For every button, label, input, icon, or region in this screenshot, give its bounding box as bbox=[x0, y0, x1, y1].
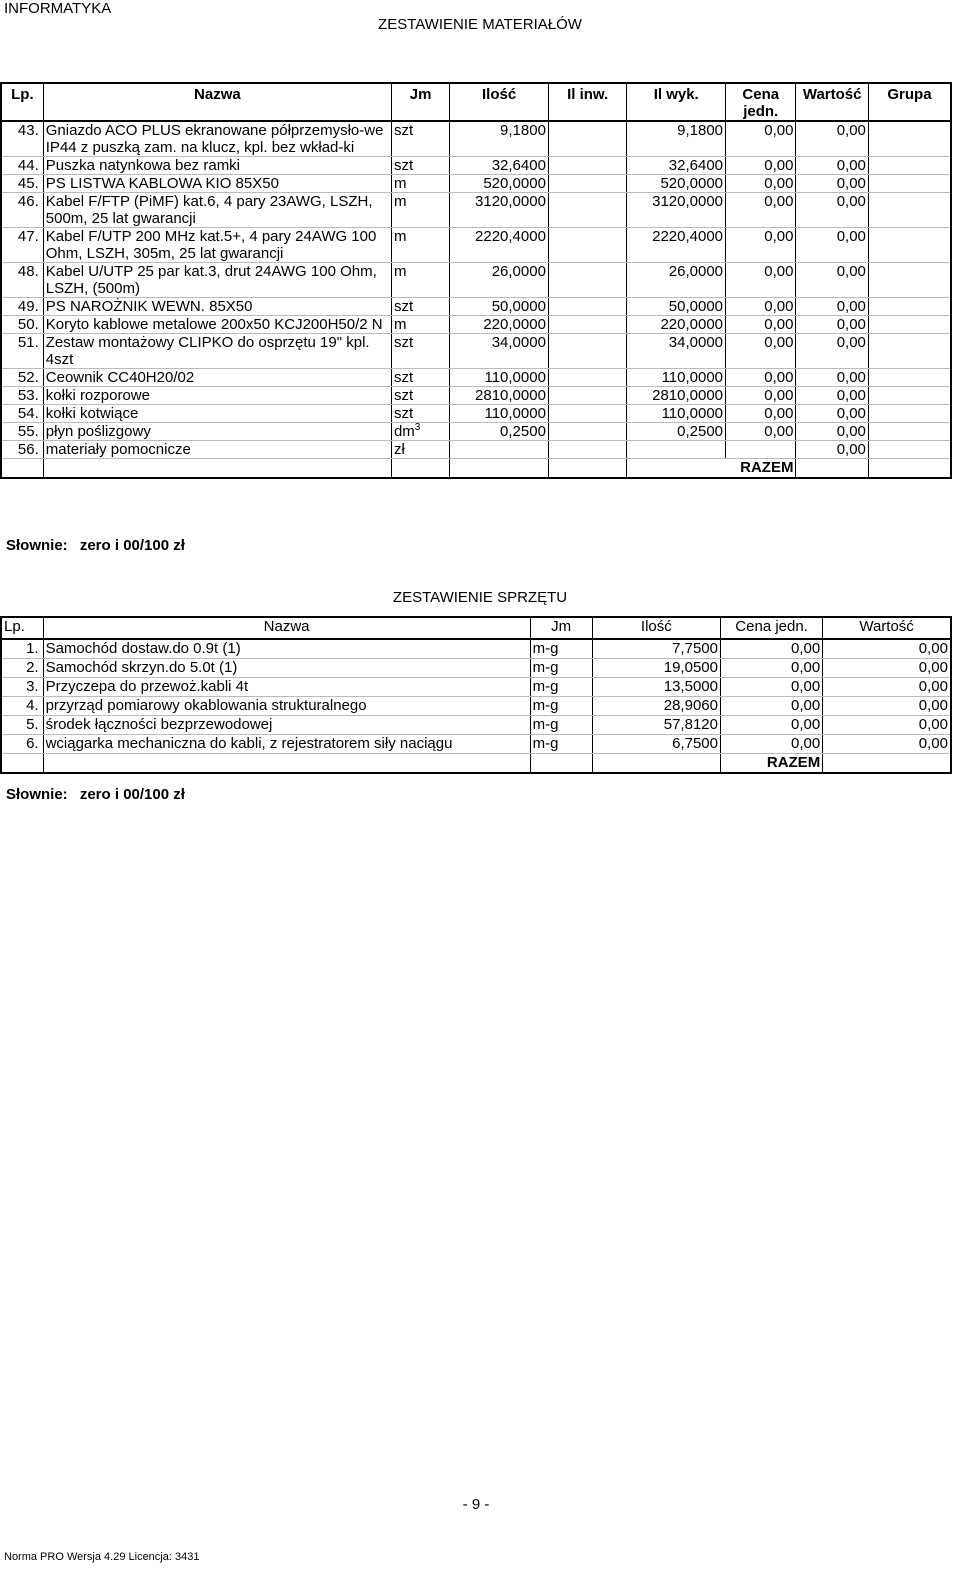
cell-wartosc: 0,00 bbox=[796, 157, 868, 175]
cell-grupa bbox=[868, 316, 951, 334]
table-row bbox=[1, 423, 951, 441]
cell-wyk: 9,1800 bbox=[627, 121, 726, 157]
cell-ilosc: 0,2500 bbox=[450, 423, 549, 441]
cell-jm: m-g bbox=[530, 639, 592, 659]
cell-grupa bbox=[868, 228, 951, 263]
cell-lp: 47. bbox=[1, 228, 43, 263]
table-row bbox=[1, 678, 951, 697]
cell-ilosc: 19,0500 bbox=[592, 659, 720, 678]
cell-lp: 6. bbox=[1, 735, 43, 754]
cell-lp: 44. bbox=[1, 157, 43, 175]
cell-wartosc: 0,00 bbox=[796, 334, 868, 369]
cell-jm: szt bbox=[391, 157, 449, 175]
cell-wyk: 110,0000 bbox=[627, 405, 726, 423]
cell-wartosc: 0,00 bbox=[796, 263, 868, 298]
cell-name: Kabel F/UTP 200 MHz kat.5+, 4 pary 24AWG 100 Ohm, LSZH, 305m, 25 lat gwarancji bbox=[43, 228, 391, 263]
materials-total-label: RAZEM bbox=[740, 459, 794, 476]
slownie-label: Słownie: bbox=[6, 786, 68, 803]
cell-name: Puszka natynkowa bez ramki bbox=[43, 157, 391, 175]
table-row bbox=[1, 316, 951, 334]
table-row bbox=[1, 193, 951, 228]
page-number: - 9 - bbox=[462, 1496, 490, 1513]
cell-inw bbox=[548, 193, 626, 228]
table-row bbox=[1, 157, 951, 175]
cell-ilosc: 13,5000 bbox=[592, 678, 720, 697]
cell-jm: szt bbox=[391, 298, 449, 316]
cell-wartosc: 0,00 bbox=[823, 639, 951, 659]
cell-wyk: 2810,0000 bbox=[627, 387, 726, 405]
cell-name: Przyczepa do przewoż.kabli 4t bbox=[43, 678, 530, 697]
materials-title: ZESTAWIENIE MATERIAŁÓW bbox=[378, 16, 582, 33]
cell-cena: 0,00 bbox=[726, 387, 796, 405]
cell-inw bbox=[548, 121, 626, 157]
cell-cena: 0,00 bbox=[726, 193, 796, 228]
cell-name: płyn poślizgowy bbox=[43, 423, 391, 441]
cell-wartosc: 0,00 bbox=[796, 228, 868, 263]
eq-col-name: Nazwa bbox=[43, 617, 530, 639]
col-inw: Il inw. bbox=[548, 83, 626, 121]
cell-inw bbox=[548, 441, 626, 459]
cell-name: przyrząd pomiarowy okablowania strukturalnego bbox=[43, 697, 530, 716]
col-jm: Jm bbox=[391, 83, 449, 121]
eq-col-lp: Lp. bbox=[1, 617, 43, 639]
cell-jm: szt bbox=[391, 387, 449, 405]
cell-lp: 4. bbox=[1, 697, 43, 716]
cell-name: środek łączności bezprzewodowej bbox=[43, 716, 530, 735]
cell-inw bbox=[548, 405, 626, 423]
cell-lp: 50. bbox=[1, 316, 43, 334]
cell-wartosc: 0,00 bbox=[823, 735, 951, 754]
cell-name: Zestaw montażowy CLIPKO do osprzętu 19" kpl. 4szt bbox=[43, 334, 391, 369]
cell-lp: 56. bbox=[1, 441, 43, 459]
cell-inw bbox=[548, 387, 626, 405]
cell-inw bbox=[548, 369, 626, 387]
cell-cena: 0,00 bbox=[720, 697, 822, 716]
cell-lp: 49. bbox=[1, 298, 43, 316]
table-row bbox=[1, 369, 951, 387]
equipment-total-row bbox=[1, 754, 951, 774]
cell-jm: m-g bbox=[530, 735, 592, 754]
col-name: Nazwa bbox=[43, 83, 391, 121]
cell-cena: 0,00 bbox=[726, 369, 796, 387]
cell-ilosc: 110,0000 bbox=[450, 405, 549, 423]
cell-lp: 2. bbox=[1, 659, 43, 678]
cell-grupa bbox=[868, 157, 951, 175]
table-row bbox=[1, 639, 951, 659]
cell-ilosc: 9,1800 bbox=[450, 121, 549, 157]
cell-name: PS NAROŻNIK WEWN. 85X50 bbox=[43, 298, 391, 316]
cell-ilosc: 520,0000 bbox=[450, 175, 549, 193]
cell-inw bbox=[548, 263, 626, 298]
cell-jm: szt bbox=[391, 405, 449, 423]
table-row bbox=[1, 405, 951, 423]
slownie-value: zero i 00/100 zł bbox=[79, 537, 185, 554]
cell-inw bbox=[548, 298, 626, 316]
cell-lp: 46. bbox=[1, 193, 43, 228]
cell-wyk: 110,0000 bbox=[627, 369, 726, 387]
cell-wyk: 3120,0000 bbox=[627, 193, 726, 228]
table-row bbox=[1, 121, 951, 157]
cell-lp: 45. bbox=[1, 175, 43, 193]
cell-cena: 0,00 bbox=[720, 639, 822, 659]
unit-superscript: 3 bbox=[414, 422, 421, 433]
col-cena: Cena jedn. bbox=[726, 83, 796, 121]
cell-name: Kabel F/FTP (PiMF) kat.6, 4 pary 23AWG, LSZH, 500m, 25 lat gwarancji bbox=[43, 193, 391, 228]
cell-ilosc: 28,9060 bbox=[592, 697, 720, 716]
eq-col-wartosc: Wartość bbox=[823, 617, 951, 639]
cell-grupa bbox=[868, 441, 951, 459]
cell-wartosc: 0,00 bbox=[823, 678, 951, 697]
cell-cena: 0,00 bbox=[726, 121, 796, 157]
cell-ilosc: 2810,0000 bbox=[450, 387, 549, 405]
cell-ilosc bbox=[450, 441, 549, 459]
cell-lp: 1. bbox=[1, 639, 43, 659]
table-row bbox=[1, 175, 951, 193]
footer-license: Norma PRO Wersja 4.29 Licencja: 3431 bbox=[4, 1551, 200, 1563]
cell-inw bbox=[548, 423, 626, 441]
cell-inw bbox=[548, 316, 626, 334]
cell-jm: m bbox=[391, 316, 449, 334]
cell-name: kołki kotwiące bbox=[43, 405, 391, 423]
cell-grupa bbox=[868, 405, 951, 423]
cell-ilosc: 34,0000 bbox=[450, 334, 549, 369]
equipment-slownie bbox=[6, 786, 185, 803]
cell-wartosc: 0,00 bbox=[796, 175, 868, 193]
table-row bbox=[1, 387, 951, 405]
eq-col-ilosc: Ilość bbox=[592, 617, 720, 639]
cell-inw bbox=[548, 175, 626, 193]
cell-wartosc: 0,00 bbox=[796, 405, 868, 423]
cell-lp: 53. bbox=[1, 387, 43, 405]
cell-jm: m-g bbox=[530, 716, 592, 735]
cell-jm: m-g bbox=[530, 697, 592, 716]
table-row bbox=[1, 735, 951, 754]
cell-lp: 3. bbox=[1, 678, 43, 697]
materials-total-row bbox=[1, 459, 951, 479]
cell-ilosc: 32,6400 bbox=[450, 157, 549, 175]
cell-grupa bbox=[868, 175, 951, 193]
equipment-header-row bbox=[1, 617, 951, 639]
cell-cena: 0,00 bbox=[726, 263, 796, 298]
table-row bbox=[1, 697, 951, 716]
cell-cena: 0,00 bbox=[726, 298, 796, 316]
cell-jm: m bbox=[391, 263, 449, 298]
cell-ilosc: 3120,0000 bbox=[450, 193, 549, 228]
cell-wartosc: 0,00 bbox=[796, 423, 868, 441]
cell-wyk: 2220,4000 bbox=[627, 228, 726, 263]
cell-cena: 0,00 bbox=[726, 334, 796, 369]
cell-wartosc: 0,00 bbox=[796, 387, 868, 405]
cell-lp: 54. bbox=[1, 405, 43, 423]
cell-wyk bbox=[627, 441, 726, 459]
cell-cena: 0,00 bbox=[726, 316, 796, 334]
cell-inw bbox=[548, 334, 626, 369]
cell-wartosc: 0,00 bbox=[796, 298, 868, 316]
cell-ilosc: 6,7500 bbox=[592, 735, 720, 754]
cell-jm: m-g bbox=[530, 659, 592, 678]
slownie-value: zero i 00/100 zł bbox=[79, 786, 185, 803]
cell-wartosc: 0,00 bbox=[796, 441, 868, 459]
cell-name: PS LISTWA KABLOWA KIO 85X50 bbox=[43, 175, 391, 193]
cell-cena: 0,00 bbox=[726, 175, 796, 193]
cell-cena: 0,00 bbox=[720, 678, 822, 697]
cell-grupa bbox=[868, 263, 951, 298]
cell-wyk: 34,0000 bbox=[627, 334, 726, 369]
col-grupa: Grupa bbox=[868, 83, 951, 121]
cell-grupa bbox=[868, 334, 951, 369]
col-wartosc: Wartość bbox=[796, 83, 868, 121]
cell-inw bbox=[548, 228, 626, 263]
cell-jm: szt bbox=[391, 334, 449, 369]
table-row bbox=[1, 334, 951, 369]
table-row bbox=[1, 298, 951, 316]
table-row bbox=[1, 716, 951, 735]
materials-slownie bbox=[6, 537, 185, 554]
cell-wartosc: 0,00 bbox=[796, 193, 868, 228]
cell-jm: zł bbox=[391, 441, 449, 459]
cell-inw bbox=[548, 157, 626, 175]
cell-lp: 48. bbox=[1, 263, 43, 298]
cell-cena: 0,00 bbox=[720, 735, 822, 754]
cell-grupa bbox=[868, 369, 951, 387]
cell-ilosc: 57,8120 bbox=[592, 716, 720, 735]
eq-col-cena: Cena jedn. bbox=[720, 617, 822, 639]
cell-wartosc: 0,00 bbox=[823, 659, 951, 678]
cell-lp: 55. bbox=[1, 423, 43, 441]
cell-jm: m bbox=[391, 193, 449, 228]
col-lp: Lp. bbox=[1, 83, 43, 121]
equipment-title: ZESTAWIENIE SPRZĘTU bbox=[392, 589, 568, 606]
cell-wyk: 32,6400 bbox=[627, 157, 726, 175]
eq-col-jm: Jm bbox=[530, 617, 592, 639]
cell-ilosc: 7,7500 bbox=[592, 639, 720, 659]
cell-ilosc: 26,0000 bbox=[450, 263, 549, 298]
cell-wartosc: 0,00 bbox=[823, 697, 951, 716]
cell-cena bbox=[726, 441, 796, 459]
materials-header-row bbox=[1, 83, 951, 121]
cell-name: Samochód dostaw.do 0.9t (1) bbox=[43, 639, 530, 659]
cell-lp: 5. bbox=[1, 716, 43, 735]
cell-ilosc: 220,0000 bbox=[450, 316, 549, 334]
cell-jm: m bbox=[391, 228, 449, 263]
cell-wyk: 220,0000 bbox=[627, 316, 726, 334]
section-header: INFORMATYKA bbox=[4, 0, 112, 17]
table-row bbox=[1, 441, 951, 459]
materials-table bbox=[0, 82, 952, 479]
cell-ilosc: 110,0000 bbox=[450, 369, 549, 387]
cell-wartosc: 0,00 bbox=[796, 121, 868, 157]
cell-name: kołki rozporowe bbox=[43, 387, 391, 405]
cell-lp: 43. bbox=[1, 121, 43, 157]
cell-wartosc: 0,00 bbox=[796, 369, 868, 387]
cell-wyk: 26,0000 bbox=[627, 263, 726, 298]
cell-lp: 51. bbox=[1, 334, 43, 369]
cell-grupa bbox=[868, 121, 951, 157]
cell-ilosc: 2220,4000 bbox=[450, 228, 549, 263]
cell-cena: 0,00 bbox=[726, 228, 796, 263]
cell-name: Gniazdo ACO PLUS ekranowane półprzemysło-we IP44 z puszką zam. na klucz, kpl. bez wkład-ki bbox=[43, 121, 391, 157]
col-ilosc: Ilość bbox=[450, 83, 549, 121]
cell-grupa bbox=[868, 387, 951, 405]
cell-cena: 0,00 bbox=[726, 157, 796, 175]
table-row bbox=[1, 659, 951, 678]
slownie-label: Słownie: bbox=[6, 537, 68, 554]
cell-jm: szt bbox=[391, 121, 449, 157]
cell-jm: szt bbox=[391, 369, 449, 387]
table-row bbox=[1, 228, 951, 263]
equipment-table bbox=[0, 616, 952, 774]
cell-wartosc: 0,00 bbox=[823, 716, 951, 735]
cell-jm: m-g bbox=[530, 678, 592, 697]
cell-name: Koryto kablowe metalowe 200x50 KCJ200H50/2 N bbox=[43, 316, 391, 334]
cell-wyk: 520,0000 bbox=[627, 175, 726, 193]
equipment-total-label: RAZEM bbox=[720, 754, 822, 774]
cell-cena: 0,00 bbox=[726, 405, 796, 423]
table-row bbox=[1, 263, 951, 298]
cell-cena: 0,00 bbox=[720, 659, 822, 678]
cell-name: Kabel U/UTP 25 par kat.3, drut 24AWG 100 Ohm, LSZH, (500m) bbox=[43, 263, 391, 298]
cell-cena: 0,00 bbox=[726, 423, 796, 441]
cell-name: Samochód skrzyn.do 5.0t (1) bbox=[43, 659, 530, 678]
cell-lp: 52. bbox=[1, 369, 43, 387]
cell-jm: m bbox=[391, 175, 449, 193]
cell-wyk: 50,0000 bbox=[627, 298, 726, 316]
cell-grupa bbox=[868, 423, 951, 441]
cell-jm: $dm^3$ bbox=[391, 423, 449, 441]
cell-grupa bbox=[868, 298, 951, 316]
cell-wartosc: 0,00 bbox=[796, 316, 868, 334]
cell-name: Ceownik CC40H20/02 bbox=[43, 369, 391, 387]
col-wyk: Il wyk. bbox=[627, 83, 726, 121]
cell-cena: 0,00 bbox=[720, 716, 822, 735]
cell-name: wciągarka mechaniczna do kabli, z rejestratorem siły naciągu bbox=[43, 735, 530, 754]
cell-name: materiały pomocnicze bbox=[43, 441, 391, 459]
cell-grupa bbox=[868, 193, 951, 228]
cell-ilosc: 50,0000 bbox=[450, 298, 549, 316]
cell-wyk: 0,2500 bbox=[627, 423, 726, 441]
